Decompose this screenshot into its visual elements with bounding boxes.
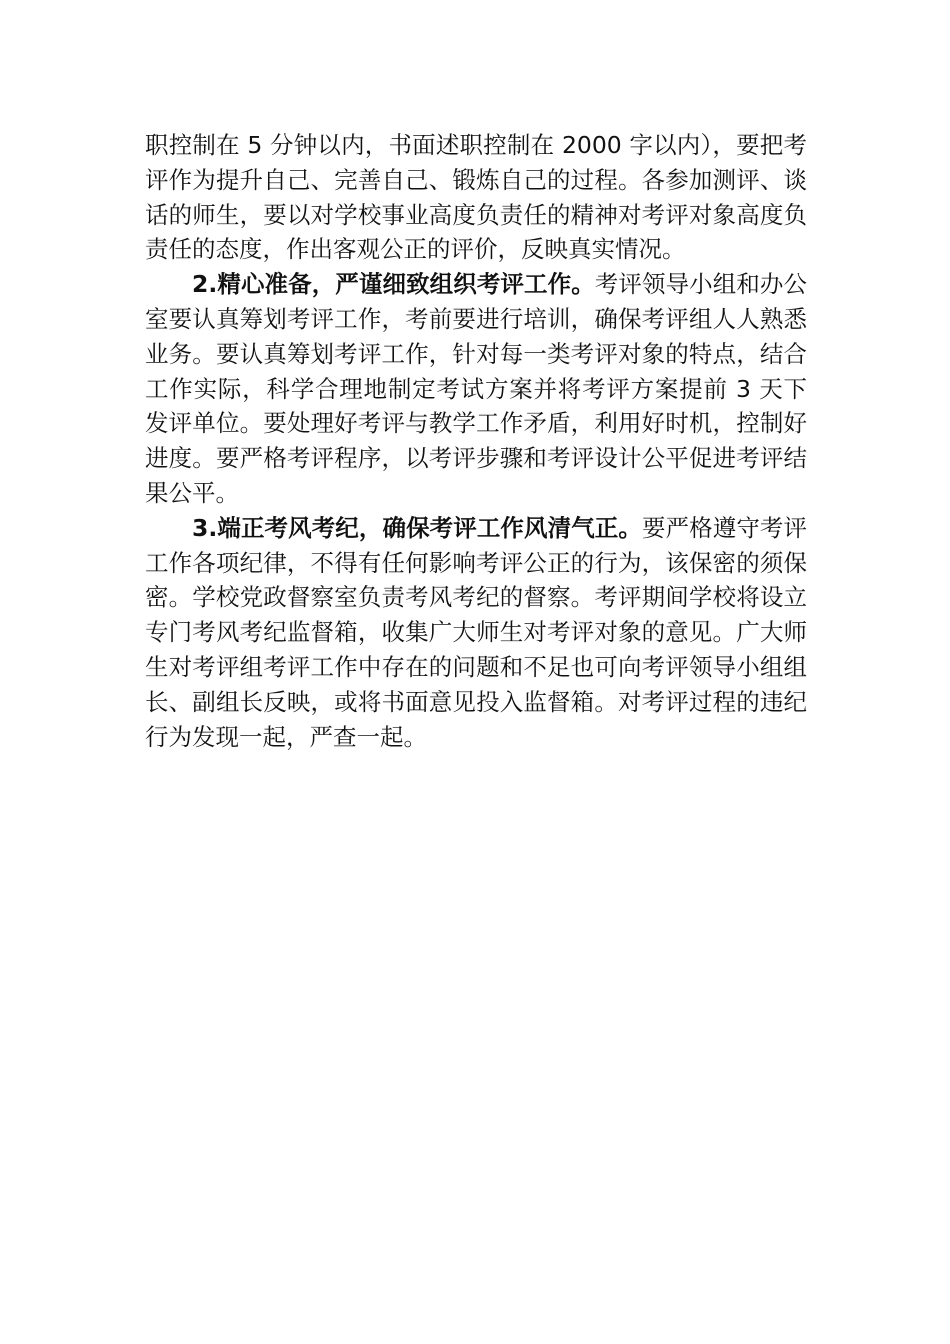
paragraph-continuation: [145, 128, 807, 267]
document-body: [145, 128, 807, 754]
paragraph-text: 职控制在 5 分钟以内，书面述职控制在 2000 字以内），要把考评作为提升自己、完善自己、锻炼自己的过程。各参加测评、谈话的师生，要以对学校事业高度负责任的精神对考评对象高度负责任的态度，作出客观公正的评价，反映真实情况。: [145, 131, 807, 264]
paragraph-item-2: [145, 267, 807, 511]
paragraph-text: 要严格遵守考评工作各项纪律，不得有任何影响考评公正的行为，该保密的须保密。学校党政督察室负责考风考纪的督察。考评期间学校将设立专门考风考纪监督箱，收集广大师生对考评对象的意见。广大师生对考评组考评工作中存在的问题和不足也可向考评领导小组组长、副组长反映，或将书面意见投入监督箱。对考评过程的违纪行为发现一起，严查一起。: [145, 513, 808, 751]
paragraph-heading: 2.精心准备，严谨细致组织考评工作。: [192, 270, 595, 299]
paragraph-item-3: [145, 511, 807, 755]
paragraph-heading: 3.端正考风考纪，确保考评工作风清气正。: [192, 513, 642, 542]
paragraph-text: 考评领导小组和办公室要认真筹划考评工作，考前要进行培训，确保考评组人人熟悉业务。要认真筹划考评工作，针对每一类考评对象的特点，结合工作实际，科学合理地制定考试方案并将考评方案提前 3 天下发评单位。要处理好考评与教学工作矛盾，利用好时机，控制好进度。要严格考评程序，以考评步骤和考评设计公平促进考评结果公平。: [145, 270, 808, 507]
